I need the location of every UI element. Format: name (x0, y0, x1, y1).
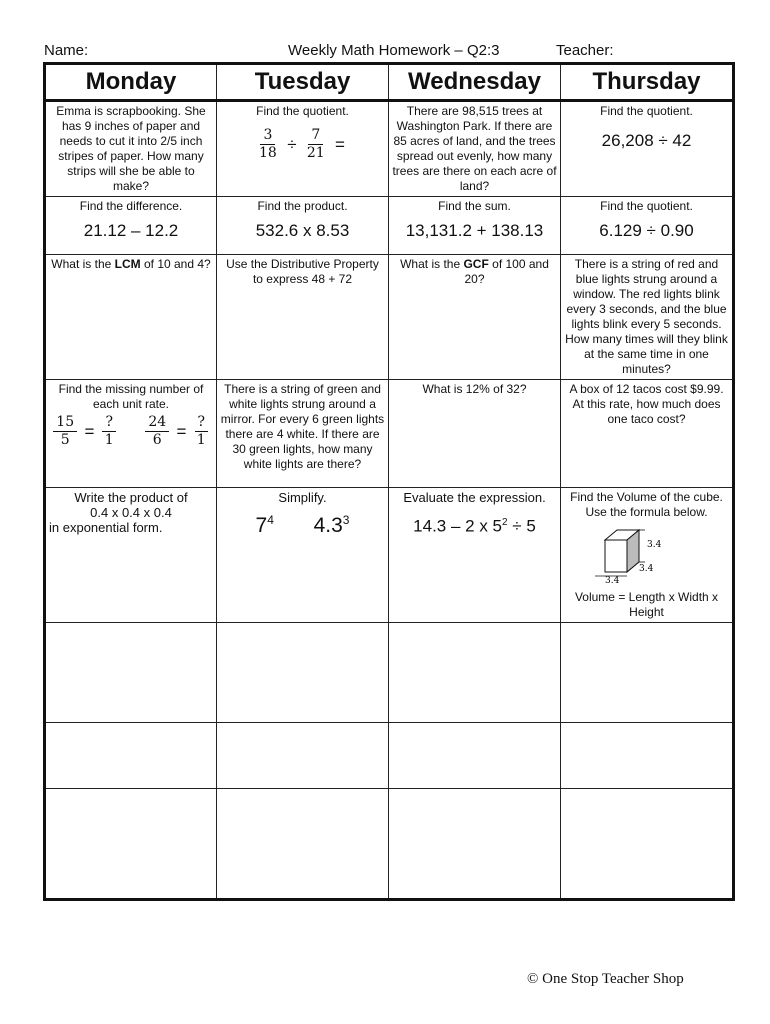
problem-tue-2: Find the product. 532.6 x 8.53 (217, 197, 389, 255)
empty-row-1 (45, 623, 734, 723)
day-tuesday: Tuesday (217, 64, 389, 101)
problem-row-1 (45, 101, 734, 197)
cube-length-label: 3.4 (604, 576, 619, 584)
cube-width-label: 3.4 (638, 564, 653, 574)
empty-row-2 (45, 723, 734, 789)
day-wednesday: Wednesday (389, 64, 561, 101)
day-monday: Monday (45, 64, 217, 101)
problem-tue-4: There is a string of green and white lights strung around a mirror. For every 6 green lights there are 4 white. If there are 30 green lights, how many white lights are there? (217, 380, 389, 488)
problem-tue-5: Simplify. $7^4$ $4.3^3$ (217, 488, 389, 623)
problem-row-3 (45, 255, 734, 380)
problem-thu-1: Find the quotient. 26,208 ÷ 42 (561, 101, 734, 197)
problem-mon-3: What is the LCM of 10 and 4? (45, 255, 217, 380)
teacher-label: Teacher: (556, 42, 614, 59)
unit-rate-fractions: $\frac{15}{5}$ = $\frac{?}{1}$ $\frac{24}{6}$ = $\frac{?}{1}$ (49, 414, 213, 449)
problem-wed-3: What is the GCF of 100 and 20? (389, 255, 561, 380)
empty-row-3 (45, 789, 734, 900)
day-thursday: Thursday (561, 64, 734, 101)
problem-wed-4: What is 12% of 32? (389, 380, 561, 488)
order-of-operations-expression: 14.3 – 2 x $5^2 \div 5$ (413, 516, 536, 536)
day-header-row (45, 64, 734, 101)
homework-table (43, 62, 735, 901)
problem-wed-2: Find the sum. 13,131.2 + 138.13 (389, 197, 561, 255)
problem-row-5 (45, 488, 734, 623)
problem-row-4 (45, 380, 734, 488)
fraction-division: $\frac{3}{18}$ ÷ $\frac{7}{21}$ = (259, 127, 345, 161)
problem-mon-1: Emma is scrapbooking. She has 9 inches of paper and needs to cut it into 2/5 inch stripes of paper. How many strips will she be able to make? (45, 101, 217, 197)
problem-thu-5: Find the Volume of the cube. Use the formula below. 3.4 3.4 3.4 Volume = Length x Width x Height (561, 488, 734, 623)
problem-tue-1: Find the quotient. $\frac{3}{18}$ ÷ $\frac{7}{21}$ = (217, 101, 389, 197)
volume-formula: Volume = Length x Width x Height (574, 590, 719, 619)
problem-row-2 (45, 197, 734, 255)
problem-thu-4: A box of 12 tacos cost $9.99. At this rate, how much does one taco cost? (561, 380, 734, 488)
cube-diagram (587, 526, 707, 584)
problem-mon-5: Write the product of 0.4 x 0.4 x 0.4 in exponential form. (45, 488, 217, 623)
name-label: Name: (44, 42, 89, 59)
copyright-footer: © One Stop Teacher Shop (527, 971, 684, 987)
problem-mon-2: Find the difference. 21.12 – 12.2 (45, 197, 217, 255)
problem-mon-4: Find the missing number of each unit rate. $\frac{15}{5}$ = $\frac{?}{1}$ $\frac{24}{6}$ = $\frac{?}{1}$ (45, 380, 217, 488)
worksheet-title: Weekly Math Homework – Q2:3 (288, 42, 500, 59)
problem-thu-3: There is a string of red and blue lights strung around a window. The red lights blink every 3 seconds, and the blue lights blink every 5 seconds. How many times will they blink at the same time in one minutes? (561, 255, 734, 380)
exponent-expressions: $7^4$ $4.3^3$ (255, 513, 350, 537)
problem-wed-5: Evaluate the expression. 14.3 – 2 x $5^2 \div 5$ (389, 488, 561, 623)
cube-height-label: 3.4 (646, 540, 661, 550)
problem-wed-1: There are 98,515 trees at Washington Park. If there are 85 acres of land, and the trees spread out evenly, how many trees are there on each acre of land? (389, 101, 561, 197)
problem-tue-3: Use the Distributive Property to express 48 + 72 (217, 255, 389, 380)
problem-thu-2: Find the quotient. 6.129 ÷ 0.90 (561, 197, 734, 255)
